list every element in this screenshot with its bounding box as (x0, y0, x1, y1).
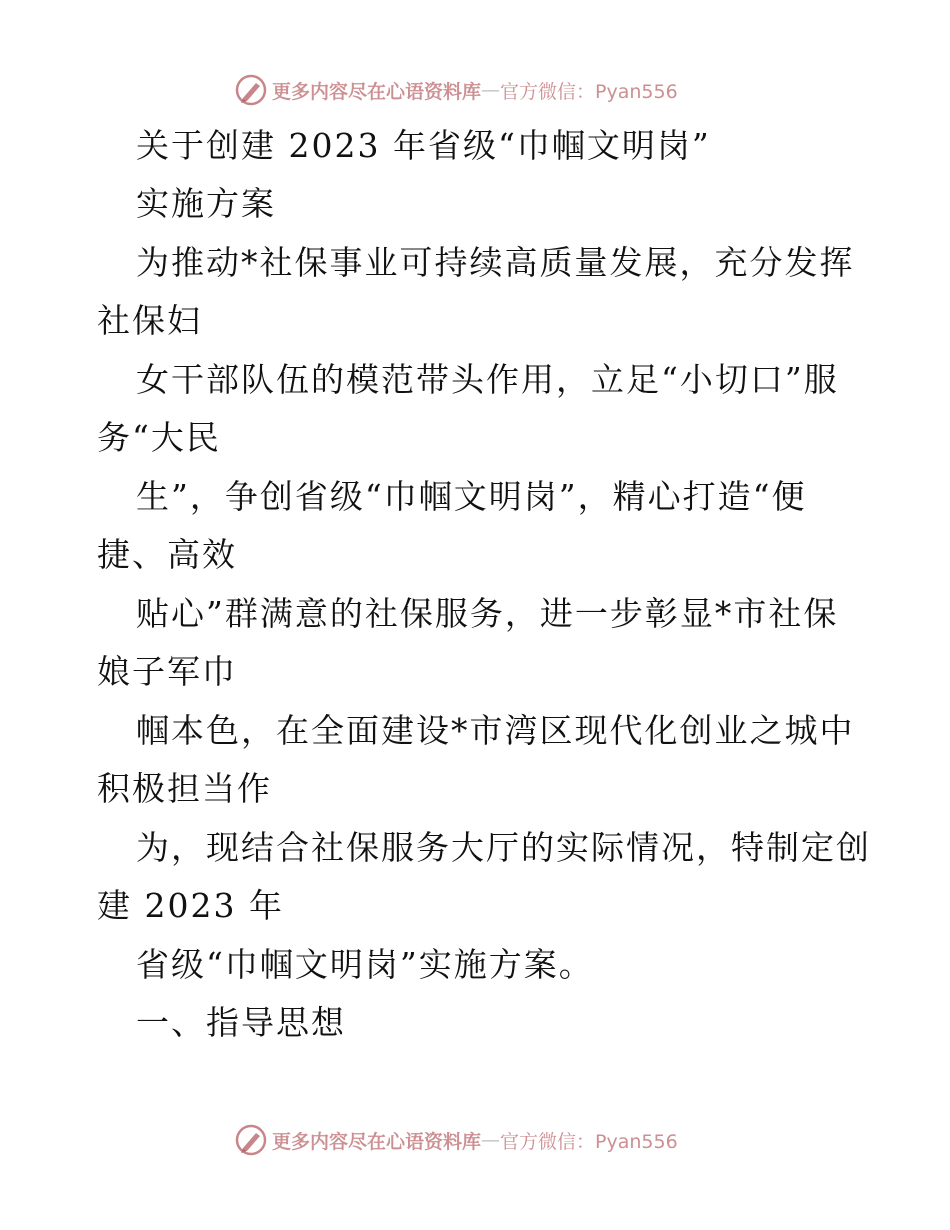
pen-logo-icon (234, 1123, 268, 1157)
paragraph-line: 社保妇 (97, 301, 202, 340)
watermark-text: 更多内容尽在心语资料库 (272, 1130, 482, 1153)
document-title-line-1: 关于创建 2023 年省级“巾帼文明岗” (136, 126, 711, 165)
section-heading: 一、指导思想 (136, 1003, 346, 1042)
paragraph-line: 帼本色，在全面建设*市湾区现代化创业之城中 (136, 711, 855, 750)
watermark-header (234, 72, 678, 108)
paragraph-line: 捷、高效 (97, 535, 237, 574)
paragraph-line: 务“大民 (97, 418, 221, 457)
pen-logo-icon (234, 73, 268, 107)
watermark-footer (234, 1122, 678, 1158)
paragraph-line: 生”，争创省级“巾帼文明岗”，精心打造“便 (136, 477, 807, 516)
paragraph-line: 建 2023 年 (97, 886, 284, 925)
watermark-separator: — (481, 1129, 501, 1151)
paragraph-line: 省级“巾帼文明岗”实施方案。 (136, 945, 594, 984)
watermark-contact: 官方微信：Pyan556 (500, 80, 678, 103)
watermark-text: 更多内容尽在心语资料库 (272, 80, 482, 103)
paragraph-line: 积极担当作 (97, 769, 272, 808)
document-title-line-2: 实施方案 (136, 184, 276, 223)
paragraph-line: 贴心”群满意的社保服务，进一步彰显*市社保 (136, 594, 839, 633)
watermark-contact: 官方微信：Pyan556 (500, 1130, 678, 1153)
paragraph-line: 为，现结合社保服务大厅的实际情况，特制定创 (136, 828, 871, 867)
watermark-separator: — (481, 79, 501, 101)
paragraph-line: 娘子军巾 (97, 652, 237, 691)
paragraph-line: 女干部队伍的模范带头作用，立足“小切口”服 (136, 360, 839, 399)
paragraph-line: 为推动*社保事业可持续高质量发展，充分发挥 (136, 243, 855, 282)
